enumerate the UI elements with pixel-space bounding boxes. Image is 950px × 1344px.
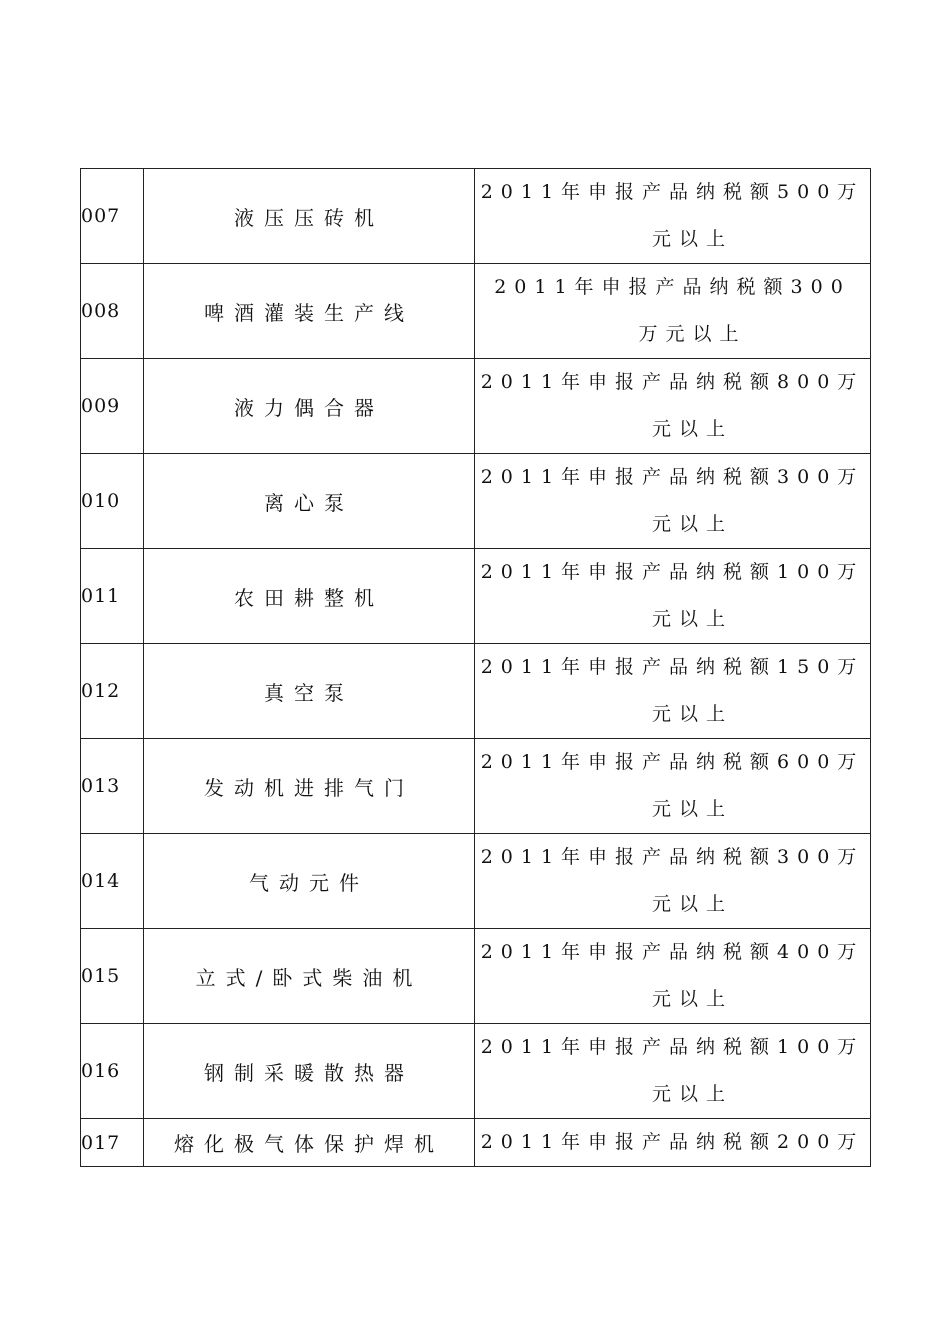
product-table-body <box>81 169 871 1167</box>
product-name: 液压压砖机 <box>144 169 475 264</box>
product-name: 液力偶合器 <box>144 359 475 454</box>
requirement-line-2: 元以上 <box>651 988 733 1010</box>
table-row <box>81 1119 871 1167</box>
table-row <box>81 169 871 264</box>
requirement-line-2: 元以上 <box>651 228 733 250</box>
table-row <box>81 264 871 359</box>
requirement-line-1: 2011年申报产品纳税额100万 <box>480 1036 865 1058</box>
requirement-cell <box>475 549 871 644</box>
requirement-line-2: 元以上 <box>651 1083 733 1105</box>
requirement-line-1: 2011年申报产品纳税额400万 <box>480 941 865 963</box>
product-code: 017 <box>81 1119 144 1167</box>
product-name: 立式/卧式柴油机 <box>144 929 475 1024</box>
requirement-line-2: 元以上 <box>651 418 733 440</box>
table-row <box>81 739 871 834</box>
product-code: 010 <box>81 454 144 549</box>
requirement-cell <box>475 739 871 834</box>
table-row <box>81 549 871 644</box>
table-row <box>81 929 871 1024</box>
table-row <box>81 454 871 549</box>
table-row <box>81 1024 871 1119</box>
requirement-line-1: 2011年申报产品纳税额600万 <box>480 751 865 773</box>
requirement-cell <box>475 359 871 454</box>
requirement-line-1: 2011年申报产品纳税额300万 <box>480 466 865 488</box>
product-name: 发动机进排气门 <box>144 739 475 834</box>
requirement-line-2: 元以上 <box>651 513 733 535</box>
requirement-line-2: 元以上 <box>651 703 733 725</box>
product-code: 008 <box>81 264 144 359</box>
requirement-cell <box>475 169 871 264</box>
requirement-cell <box>475 1024 871 1119</box>
product-name: 气动元件 <box>144 834 475 929</box>
requirement-line-2: 元以上 <box>651 798 733 820</box>
product-code: 011 <box>81 549 144 644</box>
table-row <box>81 644 871 739</box>
requirement-line-2: 元以上 <box>651 893 733 915</box>
product-name: 钢制采暖散热器 <box>144 1024 475 1119</box>
product-code: 007 <box>81 169 144 264</box>
requirement-line-1: 2011年申报产品纳税额100万 <box>480 561 865 583</box>
product-name: 熔化极气体保护焊机 <box>144 1119 475 1167</box>
requirement-cell <box>475 644 871 739</box>
requirement-line-1: 2011年申报产品纳税额300 <box>494 276 851 298</box>
requirement-line-1: 2011年申报产品纳税额200万 <box>480 1131 865 1153</box>
product-name: 真空泵 <box>144 644 475 739</box>
requirement-cell <box>475 929 871 1024</box>
table-row <box>81 359 871 454</box>
product-code: 015 <box>81 929 144 1024</box>
product-code: 009 <box>81 359 144 454</box>
product-code: 012 <box>81 644 144 739</box>
product-name: 农田耕整机 <box>144 549 475 644</box>
requirement-cell <box>475 454 871 549</box>
requirement-line-2: 元以上 <box>651 608 733 630</box>
product-name: 离心泵 <box>144 454 475 549</box>
product-table <box>80 168 871 1167</box>
requirement-cell <box>475 834 871 929</box>
requirement-line-1: 2011年申报产品纳税额150万 <box>480 656 865 678</box>
product-code: 013 <box>81 739 144 834</box>
requirement-line-1: 2011年申报产品纳税额800万 <box>480 371 865 393</box>
requirement-line-1: 2011年申报产品纳税额500万 <box>480 181 865 203</box>
table-row <box>81 834 871 929</box>
requirement-cell <box>475 264 871 359</box>
product-name: 啤酒灌装生产线 <box>144 264 475 359</box>
product-code: 014 <box>81 834 144 929</box>
product-code: 016 <box>81 1024 144 1119</box>
requirement-line-1: 2011年申报产品纳税额300万 <box>480 846 865 868</box>
requirement-cell <box>475 1119 871 1167</box>
requirement-line-2: 万元以上 <box>638 323 747 345</box>
